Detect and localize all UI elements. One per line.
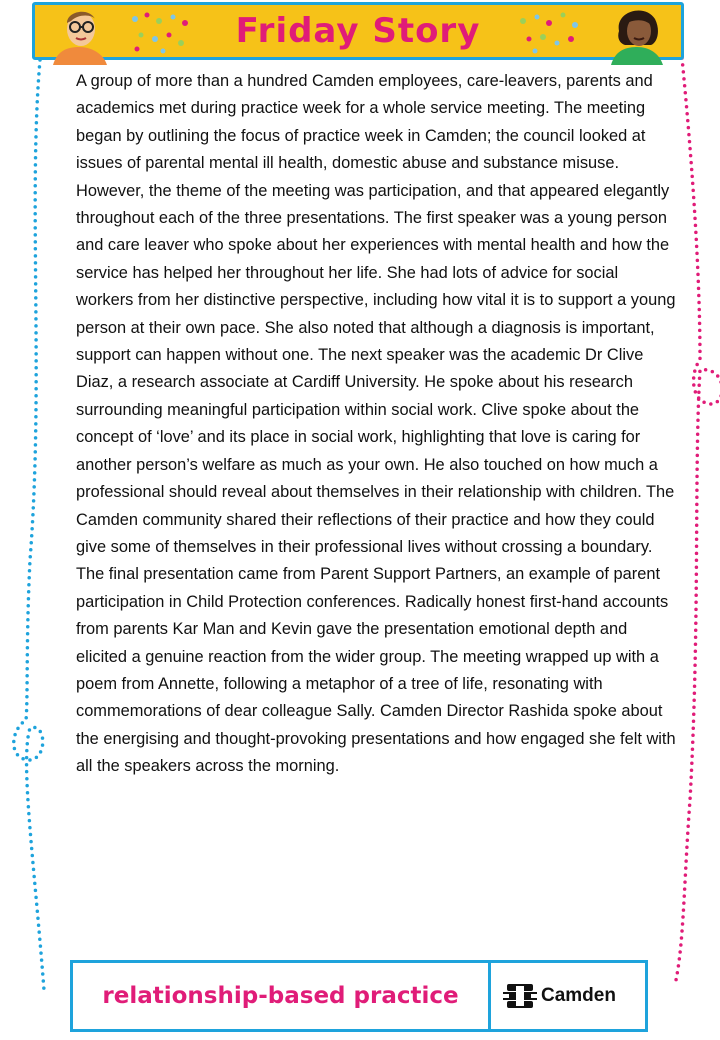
- camden-logo-text: Camden: [541, 985, 616, 1006]
- footer-tagline: relationship-based practice: [102, 983, 459, 1009]
- footer-box: [70, 960, 648, 1032]
- story-body: A group of more than a hundred Camden employees, care-leavers, parents and academics met during practice week for a whole service meeting. The meeting began by outlining the focus of practice week in Camden; the council looked at issues of parental mental ill health, domestic abuse and substance misuse. However, the theme of the meeting was participation, and that appeared elegantly throughout each of the three presentations. The first speaker was a young person and care leaver who spoke about her experiences with mental health and how the service has helped her throughout her life. She had lots of advice for social workers from her distinctive perspective, including how vital it is to support a young person at their own pace. She also noted that although a diagnosis is important, support can happen without one. The next speaker was the academic Dr Clive Diaz, a research associate at Cardiff University. He spoke about his research surrounding meaningful participation within social work. Clive spoke about the concept of ‘love’ and its place in social work, highlighting that love is caring for another person’s welfare as much as your own. He also touched on how much a professional should reveal about themselves in their relationship with children. The Camden community shared their reflections of their practice and how they could give some of themselves in their professional lives without crossing a boundary. The final presentation came from Parent Support Partners, an example of parent participation in Child Protection conferences. Radically honest first-hand accounts from parents Kar Man and Kevin gave the presentation emotional depth and elicited a genuine reaction from the wider group. The meeting wrapped up with a poem from Annette, following a metaphor of a tree of life, resonating with commemorations of dear colleague Sally. Camden Director Rashida spoke about the energising and thought-provoking presentations and how engaged she felt with all the speakers across the morning.: [76, 72, 676, 776]
- confetti-right-icon: [513, 9, 583, 57]
- page-title: Friday Story: [235, 11, 481, 51]
- left-dotted-line: [14, 60, 44, 990]
- header-banner: [32, 2, 684, 60]
- camden-logo: [503, 981, 616, 1011]
- right-dotted-line: [676, 58, 720, 980]
- camden-logo-icon: [503, 984, 537, 1008]
- woman-with-curly-hair-icon: [605, 5, 669, 67]
- footer-divider: [488, 963, 491, 1029]
